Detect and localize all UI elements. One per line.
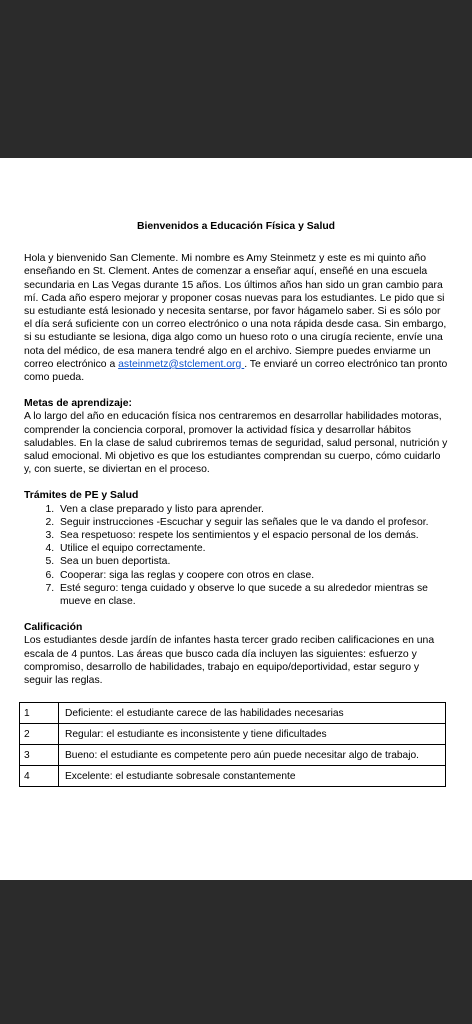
document-content [24,220,448,687]
top-dark-bar [0,0,472,158]
list-item: 4. Utilice el equipo correctamente. [57,542,448,555]
document-title: Bienvenidos a Educación Física y Salud [136,221,336,232]
procedures-section [24,489,448,608]
description-cell: Deficiente: el estudiante carece de las habilidades necesarias [59,703,446,724]
list-item: 7. Esté seguro: tenga cuidado y observe lo que sucede a su alrededor mientras se mueve en clase. [57,582,448,608]
goals-section [24,397,448,476]
document-page [0,158,472,880]
table-row [20,724,446,745]
grading-table [19,702,446,787]
description-cell: Excelente: el estudiante sobresale constantemente [59,766,446,787]
list-item: 2. Seguir instrucciones -Escuchar y seguir las señales que le va dando el profesor. [57,516,448,529]
procedures-list [24,503,448,609]
grading-section [24,621,448,687]
table-row [20,766,446,787]
intro-paragraph [24,252,448,384]
score-cell: 2 [20,724,59,745]
list-item: 5. Sea un buen deportista. [57,555,448,568]
bottom-dark-bar [0,880,472,1024]
intro-text-end: . Te enviaré un correo electrónico tan pronto como pueda. [24,358,448,384]
email-link[interactable]: asteinmetz@stclement.org [118,358,245,370]
grading-heading: Calificación [24,622,83,634]
list-item: 1. Ven a clase preparado y listo para aprender. [57,503,448,516]
goals-text: A lo largo del año en educación física nos centraremos en desarrollar habilidades motoras, comprender la conciencia corporal, promover la actividad física y desarrollar hábitos saludables. En la clase de salud cubriremos temas de seguridad, salud personal, nutrición y salud emocional. Mi objetivo es que los estudiantes comprendan su cuerpo, cómo cuidarlo y, con suerte, se diviertan en el proceso. [24,411,448,476]
intro-text: Hola y bienvenido San Clemente. Mi nombre es Amy Steinmetz y este es mi quinto año enseñando en St. Clement. Antes de comenzar a enseñar aquí, enseñé en una escuela secundaria en Las Vegas durante 15 años. Los últimos años han sido un gran cambio para mí. Cada año espero mejorar y proponer cosas nuevas para los estudiantes. Le pido que si su estudiante está lesionado y necesita sentarse, por favor hágamelo saber. Si es sólo por el día será suficiente con un correo electrónico o una nota rápida desde casa. Sin embargo, si su estudiante se lesiona, diga algo como un hueso roto o una cirugía reciente, envíe una nota del médico, de esa manera tendré algo en el archivo. Siempre puedes enviarme un correo electrónico a [24,253,447,370]
goals-heading: Metas de aprendizaje: [24,398,132,410]
procedures-heading: Trámites de PE y Salud [24,490,139,502]
description-cell: Regular: el estudiante es inconsistente y tiene dificultades [59,724,446,745]
list-item: 3. Sea respetuoso: respete los sentimientos y el espacio personal de los demás. [57,529,448,542]
score-cell: 3 [20,745,59,766]
score-cell: 1 [20,703,59,724]
grading-text: Los estudiantes desde jardín de infantes hasta tercer grado reciben calificaciones en una escala de 4 puntos. Las áreas que busco cada día incluyen las siguientes: esfuerzo y compromiso, desarrollo de habilidades, trabajo en equipo/deportividad, estar seguro y seguir las reglas. [24,635,435,687]
table-row [20,703,446,724]
score-cell: 4 [20,766,59,787]
table-row [20,745,446,766]
list-item: 6. Cooperar: siga las reglas y coopere con otros en clase. [57,569,448,582]
description-cell: Bueno: el estudiante es competente pero aún puede necesitar algo de trabajo. [59,745,446,766]
